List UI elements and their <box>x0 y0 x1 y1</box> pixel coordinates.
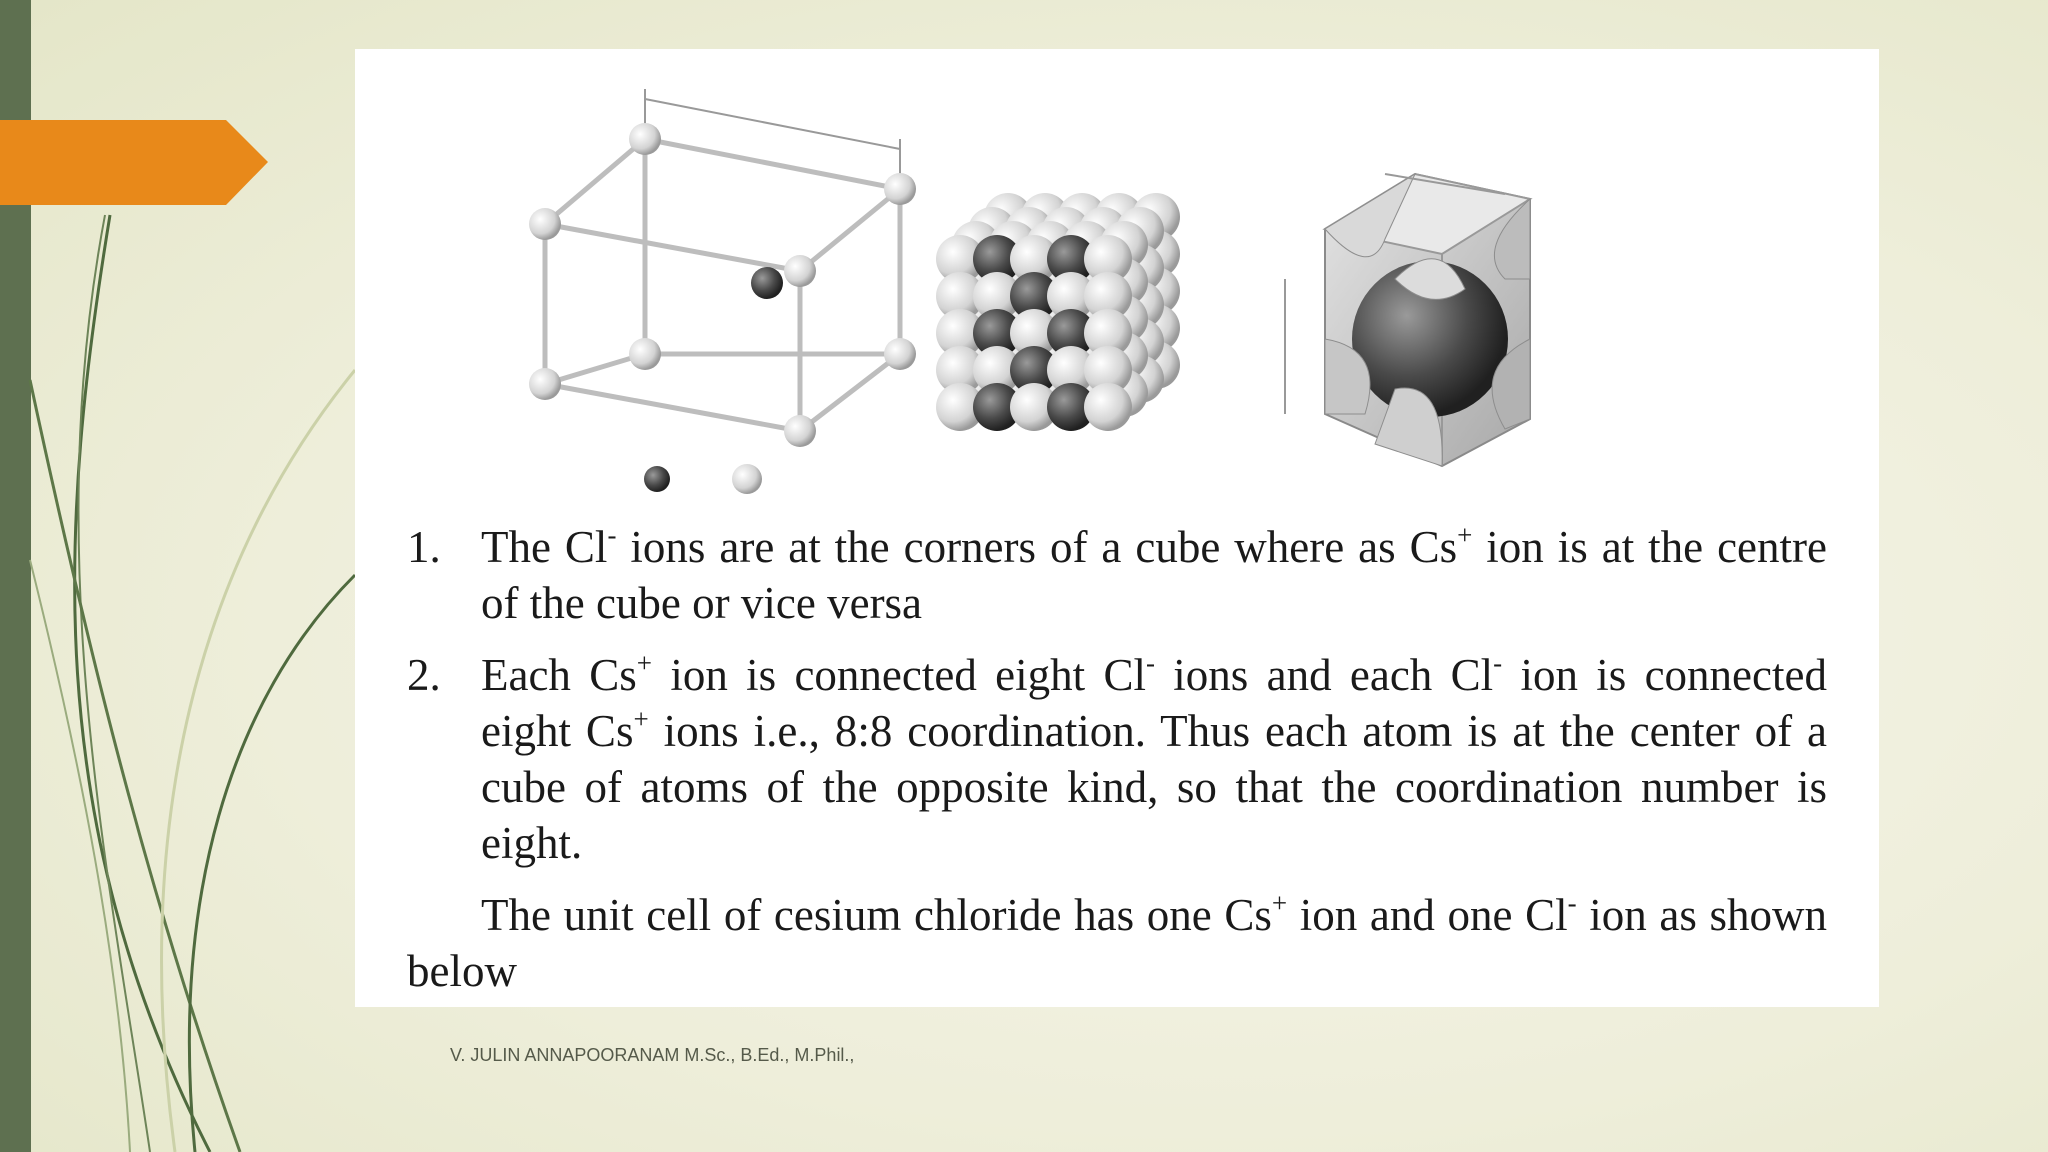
slide-content-image <box>355 49 1879 1007</box>
list-text: The Cl- ions are at the corners of a cube where as Cs+ ion is at the centre of the cube or vice versa <box>481 520 1827 628</box>
paragraph: The unit cell of cesium chloride has one Cs+ ion and one Cl- ion as shown below <box>407 888 1827 996</box>
footer-author: V. JULIN ANNAPOORANAM M.Sc., B.Ed., M.Phil., <box>450 1045 855 1065</box>
text-block <box>407 519 1827 999</box>
list-item <box>407 519 1827 631</box>
packed-lattice-spheres <box>936 193 1180 431</box>
unit-cell-open-cube <box>545 89 900 431</box>
list-number: 1. <box>407 522 441 572</box>
accent-arrow-shape <box>0 120 270 205</box>
list-item <box>407 647 1827 871</box>
list-number: 2. <box>407 650 441 700</box>
list-text: Each Cs+ ion is connected eight Cl- ions and each Cl- ion is connected eight Cs+ ions i.e., 8:8 coordination. Thus each atom is at the center of a cube of atoms of the opposite kind, so that the coordination number is eight. <box>481 648 1827 868</box>
cesium-chloride-structure-figures <box>355 49 1879 509</box>
space-filling-unit-cell <box>1285 174 1530 466</box>
